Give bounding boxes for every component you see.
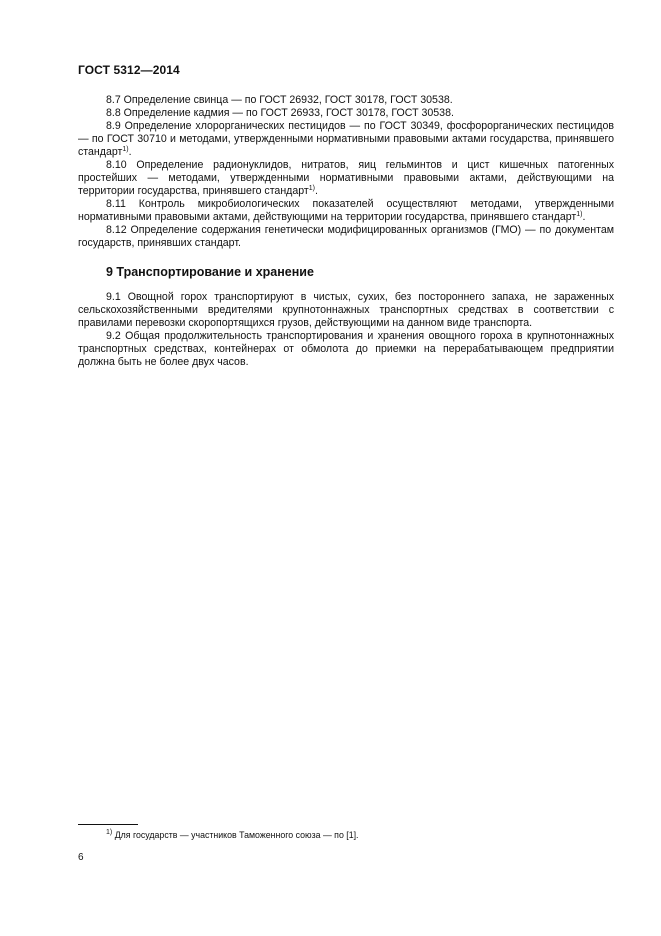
footnote-text: Для государств — участников Таможенного союза — по [1]. [114, 830, 359, 840]
item-9-2: 9.2 Общая продолжительность транспортирования и хранения овощного гороха в крупнотоннажных транспортных средствах, контейнерах от обмолота до приемки на перерабатывающем предприятии должна быть не более двух часов. [78, 330, 614, 368]
item-9-1: 9.1 Овощной горох транспортируют в чистых, сухих, без постороннего запаха, не зараженных сельскохозяйственными вредителями крупнотоннажных транспортных средствах в соответствии с правилами перевозки скоропортящихся грузов, действующими на данном виде транспорта. [78, 291, 614, 329]
item-8-7: 8.7 Определение свинца — по ГОСТ 26932, ГОСТ 30178, ГОСТ 30538. [106, 94, 453, 106]
footnote [106, 830, 359, 841]
item-8-12: 8.12 Определение содержания генетически модифицированных организмов (ГМО) — по документам государств, принявших стандарт. [78, 224, 614, 249]
footnote-ref[interactable]: 1) [122, 146, 129, 153]
item-8-10: 8.10 Определение радионуклидов, нитратов, яиц гельминтов и цист кишечных патогенных простейших — методами, утвержденными нормативными правовыми актами, действующими на территории государства, принявшего стандарт$^{1)}$. [78, 159, 614, 197]
item-8-9: 8.9 Определение хлорорганических пестицидов — по ГОСТ 30349, фосфорорганических пестицидов — по ГОСТ 30710 и методами, утвержденными нормативными правовыми актами государства, принявшего стандарт$^{1)}$. [78, 120, 614, 158]
footnote-ref[interactable]: 1) [576, 211, 583, 218]
item-8-11: 8.11 Контроль микробиологических показателей осуществляют методами, утвержденными нормативными правовыми актами, действующими на территории государства, принявшего стандарт$^{1)}$. [78, 198, 614, 223]
page-body [78, 94, 614, 369]
section-heading: 9 Транспортирование и хранение [106, 265, 314, 279]
footnote-mark: 1) [106, 829, 113, 836]
document-header: ГОСТ 5312—2014 [78, 63, 180, 77]
item-8-8: 8.8 Определение кадмия — по ГОСТ 26933, ГОСТ 30178, ГОСТ 30538. [106, 107, 454, 119]
footnote-ref[interactable]: 1) [308, 185, 315, 192]
page-number: 6 [78, 852, 84, 863]
footnote-divider [78, 824, 138, 825]
